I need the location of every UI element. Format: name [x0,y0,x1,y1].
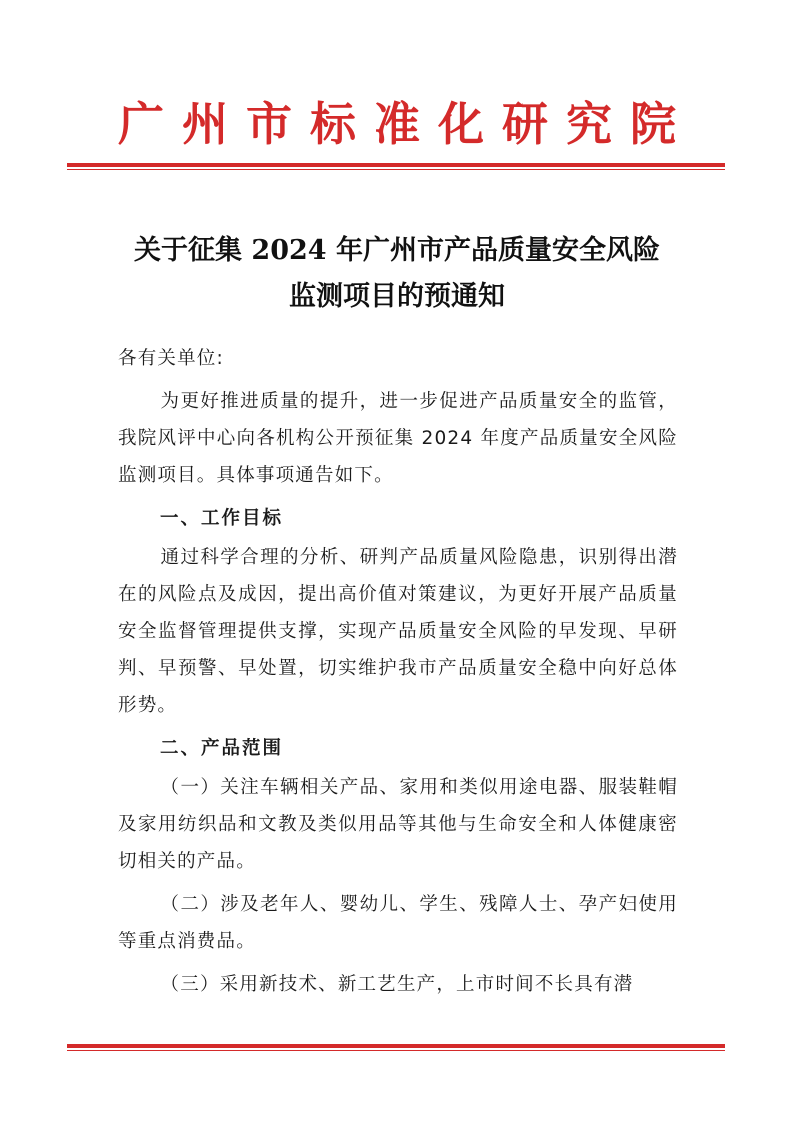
section-heading-product-scope: 二、产品范围 [160,738,284,759]
title-line-2: 监测项目的预通知 [289,281,505,312]
document-body [118,340,678,1003]
intro-paragraph: 为更好推进质量的提升，进一步促进产品质量安全的监管，我院风评中心向各机构公开预征集 2024 年度产品质量安全风险监测项目。具体事项通告如下。 [118,391,678,486]
organization-header: 广州市标准化研究院 [118,97,694,151]
salutation: 各有关单位: [118,348,224,369]
scope-item-2: （二）涉及老年人、婴幼儿、学生、残障人士、孕产妇使用等重点消费品。 [118,894,678,952]
work-goals-paragraph: 通过科学合理的分析、研判产品质量风险隐患，识别得出潜在的风险点及成因，提出高价值对策建议，为更好开展产品质量安全监督管理提供支撑，实现产品质量安全风险的早发现、早研判、早预警、早处置，切实维护我市产品质量安全稳中向好总体形势。 [118,547,678,716]
document-title [70,228,724,320]
scope-item-3: （三）采用新技术、新工艺生产，上市时间不长具有潜 [160,974,634,995]
footer-divider [67,1044,725,1051]
title-line-1: 关于征集 2024 年广州市产品质量安全风险 [134,235,660,266]
header-divider [67,163,725,170]
scope-item-1: （一）关注车辆相关产品、家用和类似用途电器、服装鞋帽及家用纺织品和文教及类似用品等其他与生命安全和人体健康密切相关的产品。 [118,777,678,872]
section-heading-work-goals: 一、工作目标 [160,508,284,529]
